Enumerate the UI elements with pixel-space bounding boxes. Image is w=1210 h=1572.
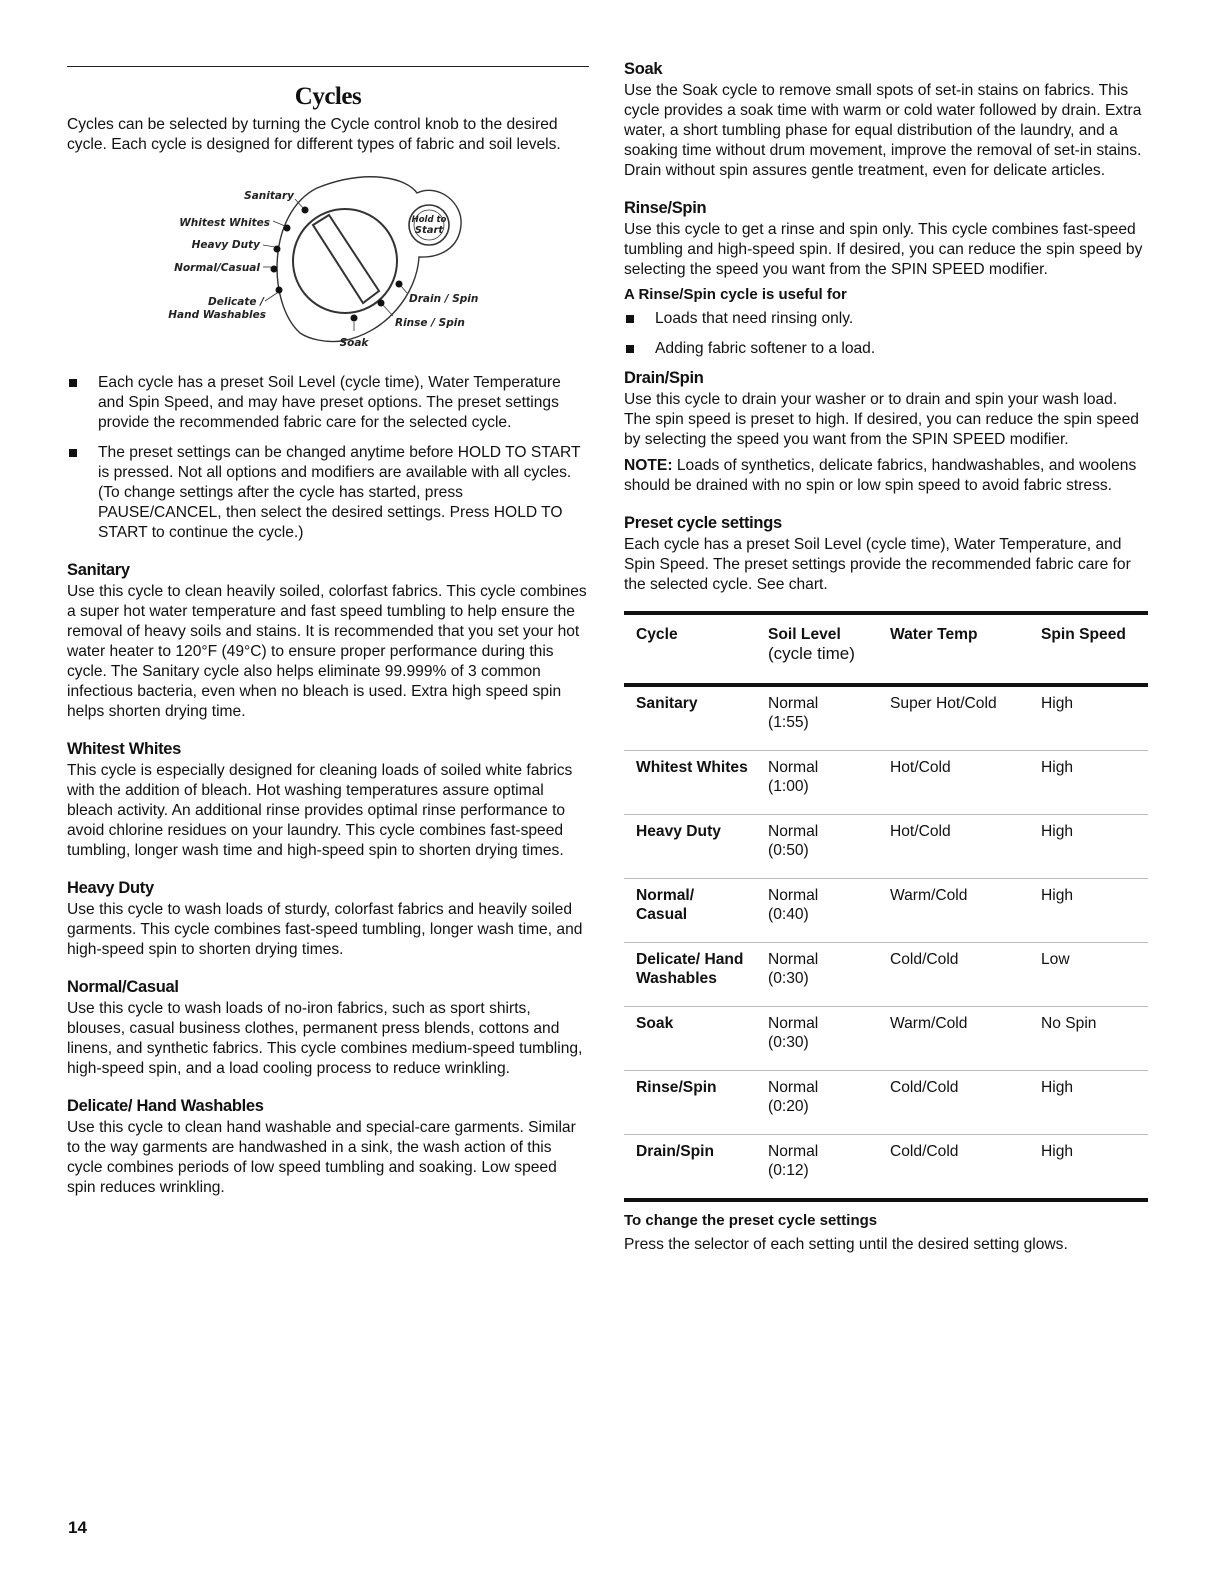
cell-soil-level	[756, 1007, 878, 1071]
section-body: Use this cycle to wash loads of sturdy, colorfast fabrics and heavily soiled garments. This cycle combines fast-speed tumbling, longer wash time, and high-speed spin to shorten drying times.	[67, 901, 583, 958]
cycle-time-value: (0:30)	[768, 1034, 809, 1051]
section-body: Use the Soak cycle to remove small spots of set-in stains on fabrics. This cycle provides a soak time with warm or cold water followed by drain. Extra water, a short tumbling phase for equal distribution of the laundry, and a soaking time without drum movement, improve the removal of set-in stains. Drain without spin assures gentle treatment, even for delicate articles.	[624, 82, 1142, 179]
section-delicate	[67, 1097, 589, 1198]
section-heading: Sanitary	[67, 561, 130, 579]
soil-value: Normal	[768, 1143, 819, 1160]
header-cycle-time: (cycle time)	[768, 644, 855, 663]
section-heading: Delicate/ Hand Washables	[67, 1097, 264, 1115]
cell-spin-speed: High	[1041, 759, 1074, 776]
note-label: NOTE:	[624, 457, 673, 474]
cell-spin-speed: High	[1041, 887, 1074, 904]
section-drain-spin	[624, 369, 1148, 496]
cell-spin-speed: No Spin	[1041, 1015, 1097, 1032]
label-drain-spin: Drain / Spin	[409, 293, 479, 305]
section-body: Use this cycle to clean heavily soiled, colorfast fabrics. This cycle combines a super hot water temperature and fast speed tumbling to help ensure the removal of heavy soils and stains. It is recommended that you set your hot water heater to 120°F (49°C) to ensure proper performance during this cycle. The Sanitary cycle also helps eliminate 99.999% of 3 common infectious bacteria, even when no bleach is used. Extra high speed spin helps shorten drying time.	[67, 583, 587, 720]
section-heading: Heavy Duty	[67, 879, 154, 897]
table-header-row	[624, 613, 1148, 685]
useful-heading: A Rinse/Spin cycle is useful for	[624, 286, 847, 303]
cell-soil-level	[756, 815, 878, 879]
cell-soil-level	[756, 1071, 878, 1135]
cell-water-temp: Hot/Cold	[890, 823, 951, 840]
table-row	[624, 943, 1148, 1007]
preset-cycle-table	[624, 611, 1148, 1202]
section-soak	[624, 60, 1148, 181]
section-preset	[624, 514, 1148, 595]
cell-soil-level	[756, 1135, 878, 1201]
top-rule	[67, 66, 589, 67]
soil-value: Normal	[768, 1015, 819, 1032]
change-heading: To change the preset cycle settings	[624, 1212, 878, 1229]
right-column	[624, 60, 1148, 1255]
cell-soil-level	[756, 879, 878, 943]
note-text: Loads of synthetics, delicate fabrics, handwashables, and woolens should be drained with no spin or low spin speed to avoid fabric stress.	[624, 457, 1137, 494]
cycle-time-value: (0:30)	[768, 970, 809, 987]
start-label: Start	[414, 225, 444, 236]
dot-delicate	[276, 287, 283, 294]
table-row	[624, 879, 1148, 943]
cycle-time-value: (0:50)	[768, 842, 809, 859]
table-row	[624, 1135, 1148, 1201]
cell-cycle: Whitest Whites	[636, 759, 748, 776]
table-row	[624, 1007, 1148, 1071]
label-sanitary: Sanitary	[244, 190, 294, 202]
section-body: Each cycle has a preset Soil Level (cycle time), Water Temperature, and Spin Speed. The preset settings provide the recommended fabric care for the selected cycle. See chart.	[624, 536, 1131, 593]
note-paragraph	[624, 456, 1148, 496]
section-heavy-duty	[67, 879, 589, 960]
label-whitest-whites: Whitest Whites	[179, 217, 270, 229]
dot-soak	[351, 315, 358, 322]
section-heading: Rinse/Spin	[624, 199, 707, 217]
header-soil-level	[756, 613, 878, 685]
table-row	[624, 751, 1148, 815]
section-heading: Drain/Spin	[624, 369, 704, 387]
cell-cycle: Heavy Duty	[636, 823, 721, 840]
soil-value: Normal	[768, 695, 819, 712]
section-body: Use this cycle to wash loads of no-iron fabrics, such as sport shirts, blouses, casual business clothes, permanent press blends, cottons and linens, and synthetic fabrics. This cycle combines medium-speed tumbling, high-speed spin, and a load cooling process to reduce wrinkling.	[67, 1000, 583, 1077]
section-heading: Whitest Whites	[67, 740, 182, 758]
label-delicate: Delicate /	[208, 296, 264, 308]
cell-water-temp: Cold/Cold	[890, 951, 959, 968]
cell-cycle: Normal/ Casual	[636, 887, 695, 923]
cycle-dial-diagram	[67, 163, 589, 361]
section-sanitary	[67, 561, 589, 722]
section-heading: Normal/Casual	[67, 978, 179, 996]
cycle-time-value: (1:00)	[768, 778, 809, 795]
cell-spin-speed: High	[1041, 1143, 1074, 1160]
cell-soil-level	[756, 943, 878, 1007]
cell-cycle: Delicate/ Hand Washables	[636, 951, 744, 987]
soil-value: Normal	[768, 887, 819, 904]
section-body: Use this cycle to drain your washer or to drain and spin your wash load. The spin speed is preset to high. If desired, you can reduce the spin speed by selecting the speed you want from the SPIN SPEED modifier.	[624, 391, 1139, 448]
soil-value: Normal	[768, 759, 819, 776]
cell-spin-speed: High	[1041, 695, 1074, 712]
cell-cycle: Sanitary	[636, 695, 698, 712]
useful-list	[624, 309, 1148, 359]
cell-cycle: Soak	[636, 1015, 674, 1032]
soil-value: Normal	[768, 951, 819, 968]
table-row	[624, 685, 1148, 751]
label-heavy-duty: Heavy Duty	[191, 239, 260, 251]
hold-to-label: Hold to	[411, 215, 447, 225]
cell-water-temp: Cold/Cold	[890, 1143, 959, 1160]
header-water-temp: Water Temp	[890, 626, 978, 643]
label-normal-casual: Normal/Casual	[174, 262, 260, 274]
list-item: Each cycle has a preset Soil Level (cycle time), Water Temperature and Spin Speed, and may have preset options. The preset settings provide the recommended fabric care for the selected cycle.	[67, 373, 589, 433]
label-rinse-spin: Rinse / Spin	[395, 317, 465, 329]
soil-value: Normal	[768, 1079, 819, 1096]
page-title: Cycles	[294, 83, 362, 110]
label-hand-washables: Hand Washables	[168, 309, 266, 321]
cycle-time-value: (1:55)	[768, 714, 809, 731]
change-body: Press the selector of each setting until the desired setting glows.	[624, 1236, 1068, 1253]
cell-spin-speed: High	[1041, 1079, 1074, 1096]
page-number: 14	[68, 1518, 87, 1537]
cell-water-temp: Super Hot/Cold	[890, 695, 997, 712]
cell-spin-speed: High	[1041, 823, 1074, 840]
section-normal-casual	[67, 978, 589, 1079]
section-heading: Preset cycle settings	[624, 514, 782, 532]
header-soil-label: Soil Level	[768, 626, 841, 643]
intro-text: Cycles can be selected by turning the Cycle control knob to the desired cycle. Each cycle is designed for different types of fabric and soil levels.	[67, 116, 561, 153]
table-row	[624, 815, 1148, 879]
list-item: Adding fabric softener to a load.	[624, 339, 1148, 359]
cycle-time-value: (0:12)	[768, 1162, 809, 1179]
cycle-time-value: (0:40)	[768, 906, 809, 923]
cell-water-temp: Cold/Cold	[890, 1079, 959, 1096]
section-body: This cycle is especially designed for cleaning loads of soiled white fabrics with the addition of bleach. Hot washing temperatures assure optimal bleach activity. An additional rinse provides optimal rinse performance to avoid chlorine residues on your laundry. This cycle combines fast-speed tumbling, longer wash time and high-speed spin to shorten drying times.	[67, 762, 573, 859]
cell-cycle: Rinse/Spin	[636, 1079, 717, 1096]
left-column	[67, 66, 589, 1198]
cycle-time-value: (0:20)	[768, 1098, 809, 1115]
cell-spin-speed: Low	[1041, 951, 1070, 968]
dot-normal-casual	[271, 266, 278, 273]
section-rinse-spin	[624, 199, 1148, 359]
section-body: Use this cycle to clean hand washable and special-care garments. Similar to the way garments are handwashed in a sink, the wash action of this cycle combines periods of low speed tumbling and soaking. Low speed spin reduces wrinkling.	[67, 1119, 576, 1196]
knob-grip	[313, 215, 379, 303]
cell-soil-level	[756, 751, 878, 815]
cell-water-temp: Hot/Cold	[890, 759, 951, 776]
list-item: Loads that need rinsing only.	[624, 309, 1148, 329]
section-heading: Soak	[624, 60, 663, 78]
list-item: The preset settings can be changed anytime before HOLD TO START is pressed. Not all options and modifiers are available with all cycles. (To change settings after the cycle has started, press PAUSE/CANCEL, then select the desired settings. Press HOLD TO START to continue the cycle.)	[67, 443, 589, 543]
soil-value: Normal	[768, 823, 819, 840]
cell-soil-level	[756, 685, 878, 751]
preset-bullets	[67, 373, 589, 543]
header-spin-speed: Spin Speed	[1041, 626, 1126, 643]
section-body: Use this cycle to get a rinse and spin only. This cycle combines fast-speed tumbling and high-speed spin. If desired, you can reduce the spin speed by selecting the speed you want from the SPIN SPEED modifier.	[624, 221, 1143, 278]
cell-water-temp: Warm/Cold	[890, 887, 968, 904]
cycle-dial-svg	[67, 163, 589, 361]
cell-cycle: Drain/Spin	[636, 1143, 714, 1160]
table-row	[624, 1071, 1148, 1135]
label-soak: Soak	[339, 337, 369, 349]
cell-water-temp: Warm/Cold	[890, 1015, 968, 1032]
section-whitest-whites	[67, 740, 589, 861]
header-cycle: Cycle	[636, 626, 678, 643]
